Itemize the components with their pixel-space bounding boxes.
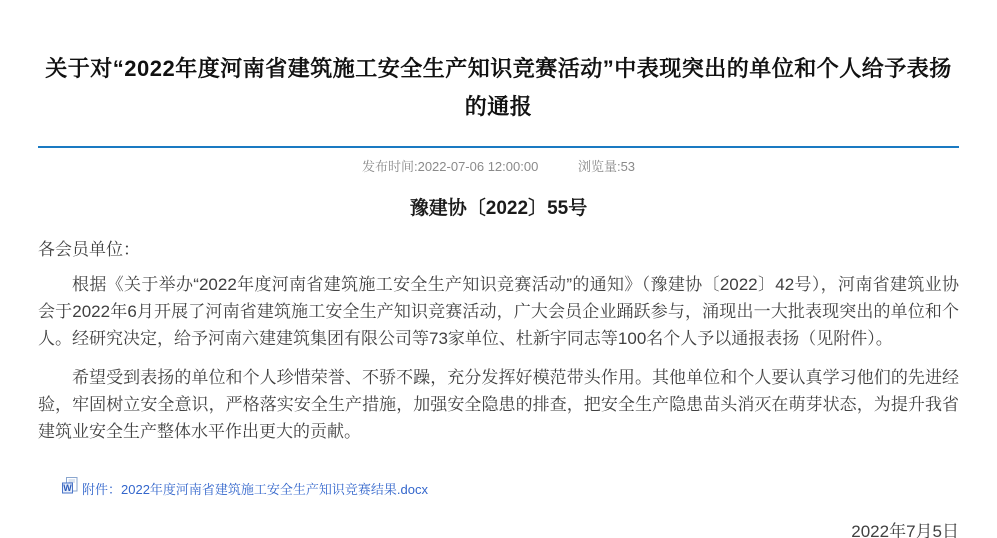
body-paragraph-1: 根据《关于举办“2022年度河南省建筑施工安全生产知识竞赛活动”的通知》（豫建协〔2022〕42号），河南省建筑业协会于2022年6月开展了河南省建筑施工安全生产知识竞赛活动，广大会员企业踊跃参与，涌现出一大批表现突出的单位和个人。经研究决定，给予河南六建建筑集团有限公司等73家单位、杜新宇同志等100名个人予以通报表扬（见附件）。 xyxy=(38,275,959,348)
attachment-row xyxy=(62,477,959,499)
salutation: 各会员单位： xyxy=(38,240,140,259)
issue-date: 2022年7月5日 xyxy=(851,522,959,538)
body-paragraph-2: 希望受到表扬的单位和个人珍惜荣誉、不骄不躁，充分发挥好模范带头作用。其他单位和个人要认真学习他们的先进经验，牢固树立安全意识，严格落实安全生产措施，加强安全隐患的排查，把安全生产隐患苗头消灭在萌芽状态，为提升我省建筑业安全生产整体水平作出更大的贡献。 xyxy=(38,368,959,441)
title-divider xyxy=(38,146,959,148)
document-number: 豫建协〔2022〕55号 xyxy=(409,198,588,219)
meta-row xyxy=(38,156,959,175)
word-doc-icon xyxy=(62,477,78,499)
svg-text:W: W xyxy=(63,483,72,493)
publish-time-label: 发布时间: xyxy=(361,159,418,174)
attachment-link[interactable]: 附件：2022年度河南省建筑施工安全生产知识竞赛结果.docx xyxy=(82,481,428,497)
views-group xyxy=(578,159,635,174)
views-value: 53 xyxy=(620,159,636,174)
page-title: 关于对“2022年度河南省建筑施工安全生产知识竞赛活动”中表现突出的单位和个人给予表扬的通报 xyxy=(45,56,952,119)
publish-time-value: 2022-07-06 12:00:00 xyxy=(417,159,539,174)
views-label: 浏览量: xyxy=(577,159,621,174)
